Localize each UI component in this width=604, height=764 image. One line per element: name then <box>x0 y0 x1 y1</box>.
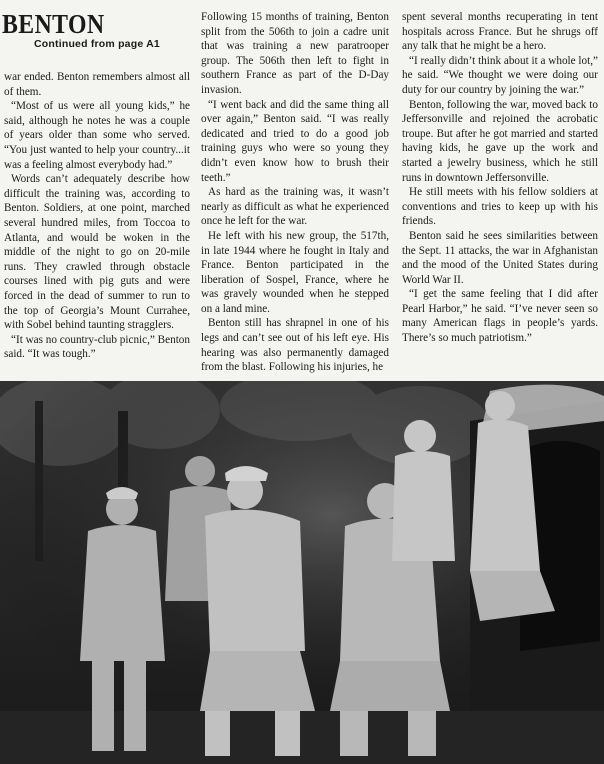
paragraph: He still meets with his fellow soldiers at conventions and tries to keep up with his friends. <box>402 186 598 228</box>
article-jump-headline: BENTON <box>2 9 105 39</box>
paragraph: war ended. Benton remembers almost all of them. <box>4 71 190 98</box>
paragraph: Words can’t adequately describe how difficult the training was, according to Benton. Soldiers, at one point, marched several hundred miles, from Toccoa to Atlanta, and would be woken in the middle of the night to go on 20-mile runs. They crawled through obstacle courses lined with pig guts and were forced in the dead of summer to run to the top of Georgia’s Mount Currahee, with Sobel behind taunting stragglers. <box>4 173 190 332</box>
paragraph: “I went back and did the same thing all over again,” Benton said. “I was really dedicated and tried to do a good job training guys who were so young they didn’t even know how to brush their teeth.” <box>201 98 389 184</box>
paragraph: “Most of us were all young kids,” he said, although he notes he was a couple of years older than some who served. “You just wanted to help your country...it was a feeling almost everybody had.” <box>4 100 190 171</box>
paragraph: Benton still has shrapnel in one of his legs and can’t see out of his left eye. His hearing was also permanently damaged from the blast. Following his injuries, he <box>201 317 389 374</box>
continued-from-line: Continued from page A1 <box>34 38 160 50</box>
paragraph: As hard as the training was, it wasn’t nearly as difficult as what he experienced once he left for the war. <box>201 186 389 228</box>
paragraph: He left with his new group, the 517th, in late 1944 where he fought in Italy and France. Benton participated in the liberation of Sospel, France, where he was gravely wounded when he stepped on a land mine. <box>201 229 389 315</box>
paragraph: spent several months recuperating in tent hospitals across France. But he shrugs off any talk that he might be a hero. <box>402 11 598 53</box>
article-column-1 <box>4 70 190 362</box>
paragraph: “I really didn’t think about it a whole lot,” he said. “We thought we were doing our duty for our country by joining the war.” <box>402 54 599 96</box>
article-column-3 <box>402 10 598 346</box>
paragraph: Following 15 months of training, Benton split from the 506th to join a cadre unit that was training a new paratrooper group. The 506th then left to fight in southern France as part of the D-Day invasion. <box>201 11 389 96</box>
paragraph: “I get the same feeling that I did after Pearl Harbor,” he said. “I’ve never seen so many American flags in people’s yards. There’s so much patriotism.” <box>402 288 598 345</box>
soldiers-group-photo <box>0 381 604 764</box>
paragraph: “It was no country-club picnic,” Benton said. “It was tough.” <box>4 333 190 361</box>
article-column-2 <box>201 10 389 375</box>
paragraph: Benton, following the war, moved back to Jeffersonville and rejoined the acrobatic troupe. But after he got married and started having kids, he gave up the work and started a jewelry business, which he still runs in downtown Jeffersonville. <box>402 98 598 184</box>
paragraph: Benton said he sees similarities between the Sept. 11 attacks, the war in Afghanistan and the mood of the United States during World War II. <box>402 229 598 286</box>
